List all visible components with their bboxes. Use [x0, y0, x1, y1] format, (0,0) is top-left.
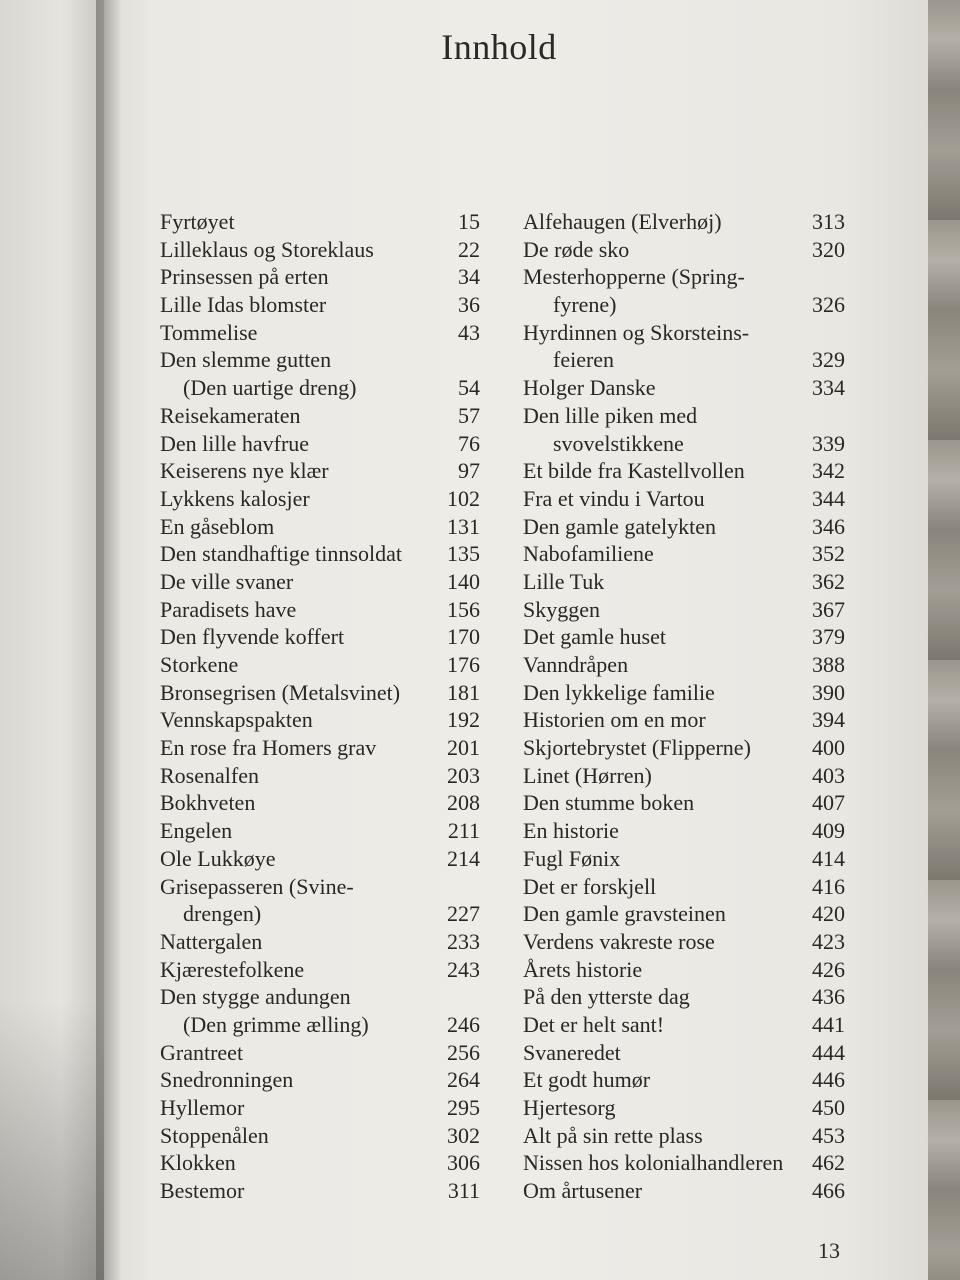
toc-entry-title: Nissen hos kolonialhandleren: [523, 1150, 784, 1176]
toc-entry: [160, 651, 480, 679]
toc-entry-title: Stoppenålen: [160, 1122, 269, 1148]
toc-entry-page-number: 22: [458, 236, 480, 262]
toc-entry: [523, 208, 845, 236]
toc-entry: [523, 817, 845, 845]
toc-entry: [160, 734, 480, 762]
toc-entry-title: Storkene: [160, 652, 239, 677]
toc-entry: [523, 374, 845, 402]
toc-entry: [523, 873, 845, 901]
toc-entry: [523, 1039, 845, 1067]
toc-entry-page-number: 420: [812, 901, 845, 927]
toc-entry-title: Keiserens nye klær: [160, 458, 329, 484]
toc-entry-title: Bokhveten: [160, 790, 256, 816]
toc-entry: [160, 291, 480, 319]
toc-entry-page-number: 264: [447, 1067, 480, 1093]
toc-entry-title: Ole Lukkøye: [160, 845, 276, 871]
toc-entry-title: En historie: [523, 818, 619, 844]
toc-entry-page-number: 394: [812, 707, 845, 733]
toc-entry-title: Svaneredet: [523, 1039, 621, 1065]
toc-entry-title: På den ytterste dag: [523, 984, 690, 1010]
toc-entry-page-number: 453: [812, 1122, 845, 1148]
toc-entry-title: Bestemor: [160, 1178, 245, 1204]
toc-entry-page-number: 156: [447, 596, 480, 622]
toc-entry: [160, 983, 480, 1038]
toc-entry-title-continued: svovelstikkene: [553, 430, 684, 456]
book-gutter: [96, 0, 122, 1280]
page-number: 13: [818, 1238, 840, 1263]
toc-entry-title: Alt på sin rette plass: [523, 1122, 703, 1148]
toc-entry-title: Alfehaugen (Elverhøj): [523, 209, 722, 234]
toc-entry-page-number: 446: [812, 1067, 845, 1093]
toc-entry-title: Grisepasseren (Svine-: [160, 873, 354, 899]
toc-left-column: [160, 208, 480, 1205]
toc-entry-title: Den standhaftige tinnsoldat: [160, 541, 402, 567]
toc-entry-title: Den stumme boken: [523, 790, 695, 816]
toc-entry-title: Den gamle gravsteinen: [523, 901, 726, 927]
toc-entry-page-number: 462: [812, 1150, 845, 1176]
toc-entry-page-number: 256: [447, 1039, 480, 1065]
toc-entry: [160, 596, 480, 624]
toc-entry-page-number: 243: [447, 956, 480, 982]
toc-entry-title: Reisekameraten: [160, 402, 301, 428]
toc-entry-page-number: 362: [812, 568, 845, 594]
toc-entry: [160, 1039, 480, 1067]
toc-entry-title: Den stygge andungen: [160, 984, 351, 1010]
toc-entry: [523, 540, 845, 568]
toc-entry-title: Klokken: [160, 1150, 236, 1176]
toc-entry-title: Et godt humør: [523, 1067, 651, 1093]
toc-entry-page-number: 423: [812, 928, 845, 954]
toc-entry-title: Den lykkelige familie: [523, 679, 715, 705]
toc-entry-page-number: 302: [447, 1122, 480, 1148]
toc-entry: [523, 762, 845, 790]
toc-entry-title: Historien om en mor: [523, 707, 706, 733]
toc-entry-page-number: 295: [447, 1095, 480, 1120]
toc-entry-page-number: 102: [447, 485, 480, 511]
toc-entry: [160, 679, 480, 707]
toc-entry-title: Rosenalfen: [160, 762, 259, 788]
toc-entry: [160, 1094, 480, 1122]
toc-entry-page-number: 140: [447, 568, 480, 594]
toc-entry-title-continued: (Den grimme ælling): [183, 1011, 369, 1037]
toc-entry-title: Lykkens kalosjer: [160, 485, 310, 511]
toc-entry-title: Fra et vindu i Vartou: [523, 485, 705, 511]
toc-entry-page-number: 201: [447, 735, 480, 761]
toc-entry-title: Mesterhopperne (Spring-: [523, 264, 745, 290]
toc-entry-page-number: 441: [812, 1011, 845, 1037]
toc-entry-title: En gåseblom: [160, 513, 275, 539]
toc-entry-title: Den lille piken med: [523, 402, 698, 428]
toc-entry-page-number: 450: [812, 1095, 845, 1120]
toc-entry: [523, 900, 845, 928]
toc-entry: [523, 596, 845, 624]
toc-entry-page-number: 34: [458, 264, 480, 290]
toc-entry-page-number: 444: [812, 1039, 845, 1065]
toc-entry: [523, 457, 845, 485]
toc-entry-page-number: 181: [447, 679, 480, 705]
toc-entry: [523, 651, 845, 679]
toc-entry-title: Paradisets have: [160, 596, 297, 622]
toc-entry-title: Lille Tuk: [523, 568, 605, 594]
toc-entry-page-number: 426: [812, 956, 845, 982]
toc-entry-page-number: 329: [812, 347, 845, 373]
toc-entry-page-number: 320: [812, 236, 845, 262]
toc-entry: [160, 568, 480, 596]
toc-entry: [523, 706, 845, 734]
toc-entry: [523, 236, 845, 264]
toc-entry-title: Bronsegrisen (Metalsvinet): [160, 679, 401, 705]
toc-entry-title: Snedronningen: [160, 1067, 294, 1093]
toc-entry-page-number: 326: [812, 292, 845, 318]
toc-entry: [160, 457, 480, 485]
toc-entry-title: Årets historie: [523, 956, 643, 982]
toc-entry-title-continued: (Den uartige dreng): [183, 375, 357, 401]
toc-entry-page-number: 416: [812, 873, 845, 899]
toc-right-column: [523, 208, 845, 1205]
toc-entry-title: Prinsessen på erten: [160, 264, 329, 290]
toc-entry: [523, 1094, 845, 1122]
toc-entry-title: Det gamle huset: [523, 624, 666, 650]
toc-entry-page-number: 192: [447, 707, 480, 733]
toc-entry-page-number: 466: [812, 1178, 845, 1204]
toc-entry: [160, 956, 480, 984]
toc-entry-page-number: 227: [447, 901, 480, 927]
toc-entry-title: Lille Idas blomster: [160, 292, 327, 318]
toc-entry-page-number: 214: [447, 845, 480, 871]
toc-entry: [160, 540, 480, 568]
toc-entry: [523, 263, 845, 318]
toc-entry-page-number: 313: [812, 209, 845, 234]
toc-entry: [160, 928, 480, 956]
toc-entry-page-number: 367: [812, 596, 845, 622]
toc-entry: [523, 402, 845, 457]
toc-entry: [523, 319, 845, 374]
toc-entry-page-number: 15: [458, 209, 480, 234]
toc-entry-title: Kjærestefolkene: [160, 956, 305, 982]
toc-entry-page-number: 203: [447, 762, 480, 788]
toc-entry-page-number: 334: [812, 375, 845, 401]
toc-entry-page-number: 339: [812, 430, 845, 456]
toc-entry-title-continued: feieren: [553, 347, 615, 373]
toc-entry-page-number: 43: [458, 319, 480, 345]
toc-entry-page-number: 170: [447, 624, 480, 650]
toc-entry: [160, 236, 480, 264]
toc-entry-title: Det er forskjell: [523, 873, 657, 899]
toc-entry-title: Den slemme gutten: [160, 347, 332, 373]
toc-entry-page-number: 36: [458, 292, 480, 318]
toc-entry: [160, 319, 480, 347]
toc-entry: [160, 513, 480, 541]
toc-entry: [523, 983, 845, 1011]
toc-entry-title: Fyrtøyet: [160, 209, 235, 234]
toc-entry: [523, 845, 845, 873]
toc-entry: [160, 1122, 480, 1150]
toc-entry-page-number: 211: [447, 818, 480, 844]
toc-entry-page-number: 346: [812, 513, 845, 539]
toc-entry-page-number: 208: [447, 790, 480, 816]
toc-entry: [160, 817, 480, 845]
toc-entry: [160, 346, 480, 401]
toc-entry-page-number: 131: [447, 513, 480, 539]
toc-entry-title: Nattergalen: [160, 928, 263, 954]
toc-entry-title: Et bilde fra Kastellvollen: [523, 458, 745, 484]
toc-entry: [160, 789, 480, 817]
toc-entry-page-number: 407: [812, 790, 845, 816]
toc-entry: [523, 485, 845, 513]
toc-entry: [160, 1177, 480, 1205]
toc-entry-page-number: 403: [812, 762, 845, 788]
toc-entry-page-number: 233: [447, 928, 480, 954]
toc-entry: [160, 706, 480, 734]
toc-entry: [160, 1149, 480, 1177]
toc-entry-page-number: 436: [812, 984, 845, 1010]
toc-entry: [523, 1149, 845, 1177]
toc-entry-title: Hjertesorg: [523, 1095, 616, 1120]
toc-entry-page-number: 390: [812, 679, 845, 705]
toc-entry-title-continued: fyrene): [553, 292, 617, 318]
toc-entry-title: Linet (Hørren): [523, 762, 652, 788]
toc-entry: [523, 928, 845, 956]
toc-entry-page-number: 352: [812, 541, 845, 567]
toc-entry-page-number: 97: [458, 458, 480, 484]
toc-entry-title: Skjortebrystet (Flipperne): [523, 735, 751, 761]
toc-entry-title: Det er helt sant!: [523, 1011, 665, 1037]
toc-entry: [160, 402, 480, 430]
toc-entry: [523, 789, 845, 817]
toc-entry: [523, 1122, 845, 1150]
toc-entry: [160, 1066, 480, 1094]
toc-entry-page-number: 306: [447, 1150, 480, 1176]
toc-entry: [523, 1177, 845, 1205]
toc-entry-title: Tommelise: [160, 319, 258, 345]
toc-entry-page-number: 342: [812, 458, 845, 484]
toc-entry: [523, 679, 845, 707]
toc-entry-title: Hyllemor: [160, 1095, 245, 1120]
toc-entry-title: En rose fra Homers grav: [160, 735, 377, 761]
toc-entry: [523, 956, 845, 984]
toc-entry-title: Den lille havfrue: [160, 430, 310, 456]
toc-entry: [160, 623, 480, 651]
toc-entry: [523, 734, 845, 762]
toc-entry-title: Om årtusener: [523, 1178, 643, 1204]
toc-entry-page-number: 388: [812, 652, 845, 677]
toc-entry: [523, 623, 845, 651]
toc-entry-page-number: 76: [458, 430, 480, 456]
toc-entry-page-number: 246: [447, 1011, 480, 1037]
toc-entry-page-number: 344: [812, 485, 845, 511]
toc-entry-title: Lilleklaus og Storeklaus: [160, 236, 374, 262]
toc-entry-page-number: 379: [812, 624, 845, 650]
toc-entry: [160, 873, 480, 928]
toc-entry-page-number: 57: [458, 402, 480, 428]
toc-entry-page-number: 135: [447, 541, 480, 567]
toc-entry-page-number: 176: [447, 652, 480, 677]
toc-entry: [160, 485, 480, 513]
toc-entry-page-number: 400: [812, 735, 845, 761]
toc-entry-title-continued: drengen): [183, 901, 262, 927]
toc-entry: [160, 845, 480, 873]
toc-entry-page-number: 414: [812, 845, 845, 871]
toc-entry-title: Nabofamiliene: [523, 541, 654, 567]
toc-entry: [523, 513, 845, 541]
toc-entry-page-number: 54: [458, 375, 480, 401]
toc-entry-title: Skyggen: [523, 596, 600, 622]
page-title: Innhold: [441, 27, 557, 67]
toc-entry-title: Verdens vakreste rose: [523, 928, 715, 954]
toc-entry-title: Den gamle gatelykten: [523, 513, 717, 539]
toc-entry-title: Vanndråpen: [523, 652, 629, 677]
toc-entry-title: Hyrdinnen og Skorsteins-: [523, 319, 750, 345]
toc-entry-title: Grantreet: [160, 1039, 244, 1065]
toc-entry-title: Fugl Fønix: [523, 845, 621, 871]
toc-entry-title: Holger Danske: [523, 375, 656, 401]
toc-entry-page-number: 409: [812, 818, 845, 844]
toc-entry: [523, 568, 845, 596]
toc-entry-title: Engelen: [160, 818, 233, 844]
toc-entry-title: Vennskapspakten: [160, 707, 313, 733]
toc-entry: [160, 762, 480, 790]
toc-entry-page-number: 311: [447, 1178, 480, 1204]
toc-entry-title: Den flyvende koffert: [160, 624, 345, 650]
toc-entry: [523, 1066, 845, 1094]
toc-entry: [160, 263, 480, 291]
toc-entry-title: De røde sko: [523, 236, 630, 262]
toc-entry: [523, 1011, 845, 1039]
toc-entry: [160, 430, 480, 458]
table-surface: [928, 0, 960, 1280]
toc-entry-title: De ville svaner: [160, 568, 294, 594]
toc-entry: [160, 208, 480, 236]
